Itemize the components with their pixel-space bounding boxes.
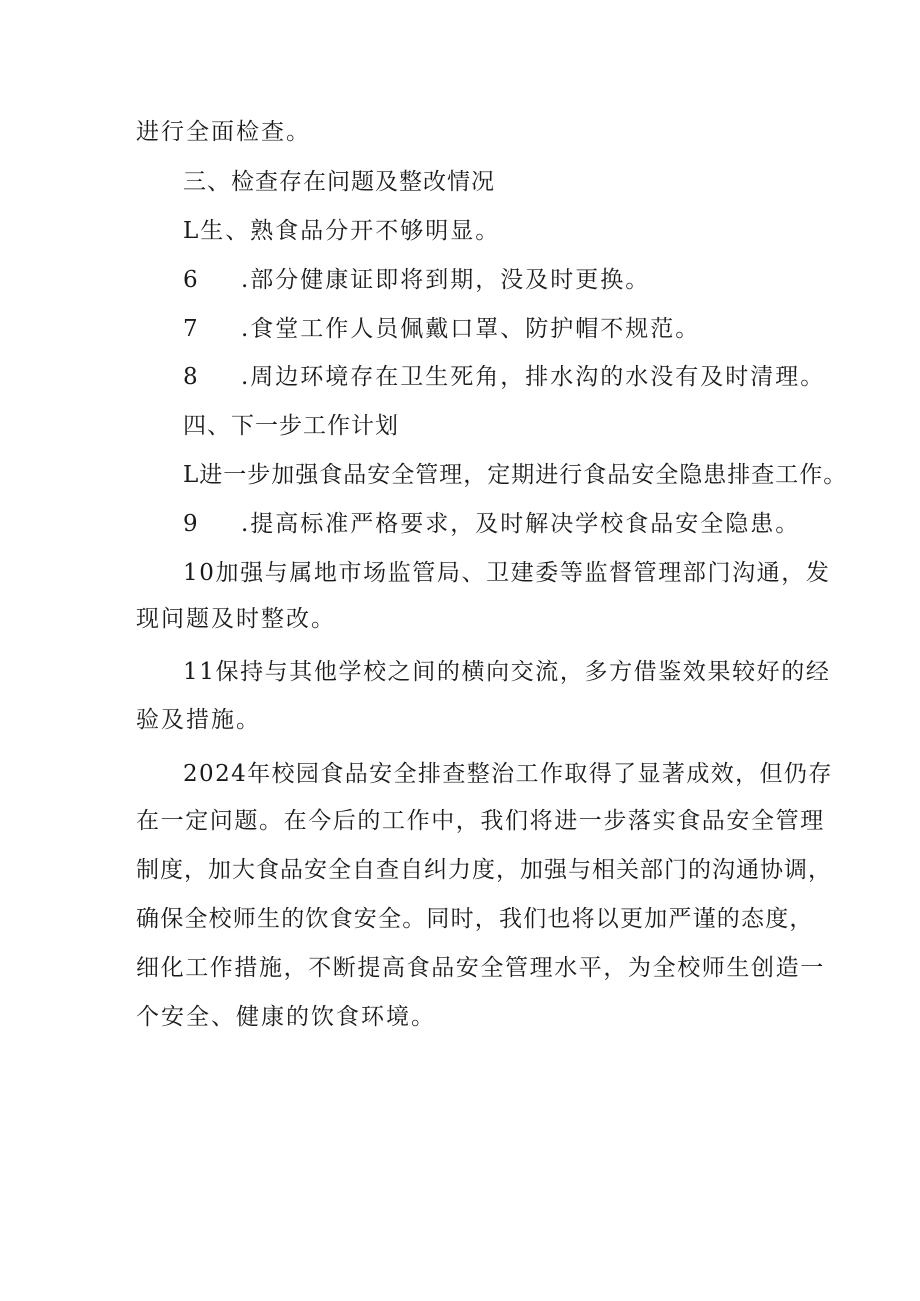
section-heading-3: 三、检查存在问题及整改情况 bbox=[183, 169, 495, 195]
issue-item-4 bbox=[183, 362, 825, 392]
plan-item-3-line-2: 现问题及时整改。 bbox=[136, 606, 336, 632]
list-number: 6 bbox=[183, 267, 200, 293]
plan-item-2 bbox=[183, 509, 800, 539]
summary-line-4: 确保全校师生的饮食安全。同时，我们也将以更加严谨的态度， bbox=[136, 906, 814, 932]
list-text: .周边环境存在卫生死角，排水沟的水没有及时清理。 bbox=[241, 364, 826, 390]
issue-item-3 bbox=[183, 314, 700, 344]
summary-line-2: 在一定问题。在今后的工作中，我们将进一步落实食品安全管理 bbox=[136, 808, 825, 834]
issue-item-2 bbox=[183, 265, 650, 295]
summary-line-1: 2024年校园食品安全排查整治工作取得了显著成效，但仍存 bbox=[183, 761, 833, 787]
plan-item-1: L进一步加强食品安全管理，定期进行食品安全隐患排查工作。 bbox=[183, 462, 848, 488]
summary-line-6: 个安全、健康的饮食环境。 bbox=[136, 1004, 436, 1030]
issue-item-1: L生、熟食品分开不够明显。 bbox=[183, 218, 501, 244]
list-text: .食堂工作人员佩戴口罩、防护帽不规范。 bbox=[241, 316, 701, 342]
plan-item-4-line-1: 11保持与其他学校之间的横向交流，多方借鉴效果较好的经 bbox=[183, 659, 831, 685]
list-number: 7 bbox=[183, 316, 200, 342]
list-text: .部分健康证即将到期，没及时更换。 bbox=[241, 267, 651, 293]
paragraph-line: 进行全面检查。 bbox=[136, 119, 311, 145]
list-number: 8 bbox=[183, 364, 200, 390]
list-text: .提高标准严格要求，及时解决学校食品安全隐患。 bbox=[241, 511, 801, 537]
list-number: 9 bbox=[183, 511, 200, 537]
summary-line-3: 制度，加大食品安全自查自纠力度，加强与相关部门的沟通协调， bbox=[136, 857, 832, 883]
section-heading-4: 四、下一步工作计划 bbox=[183, 413, 399, 439]
plan-item-4-line-2: 验及措施。 bbox=[136, 707, 261, 733]
summary-line-5: 细化工作措施，不断提高食品安全管理水平，为全校师生创造一 bbox=[136, 955, 825, 981]
plan-item-3-line-1: 10加强与属地市场监管局、卫建委等监督管理部门沟通，发 bbox=[183, 560, 831, 586]
